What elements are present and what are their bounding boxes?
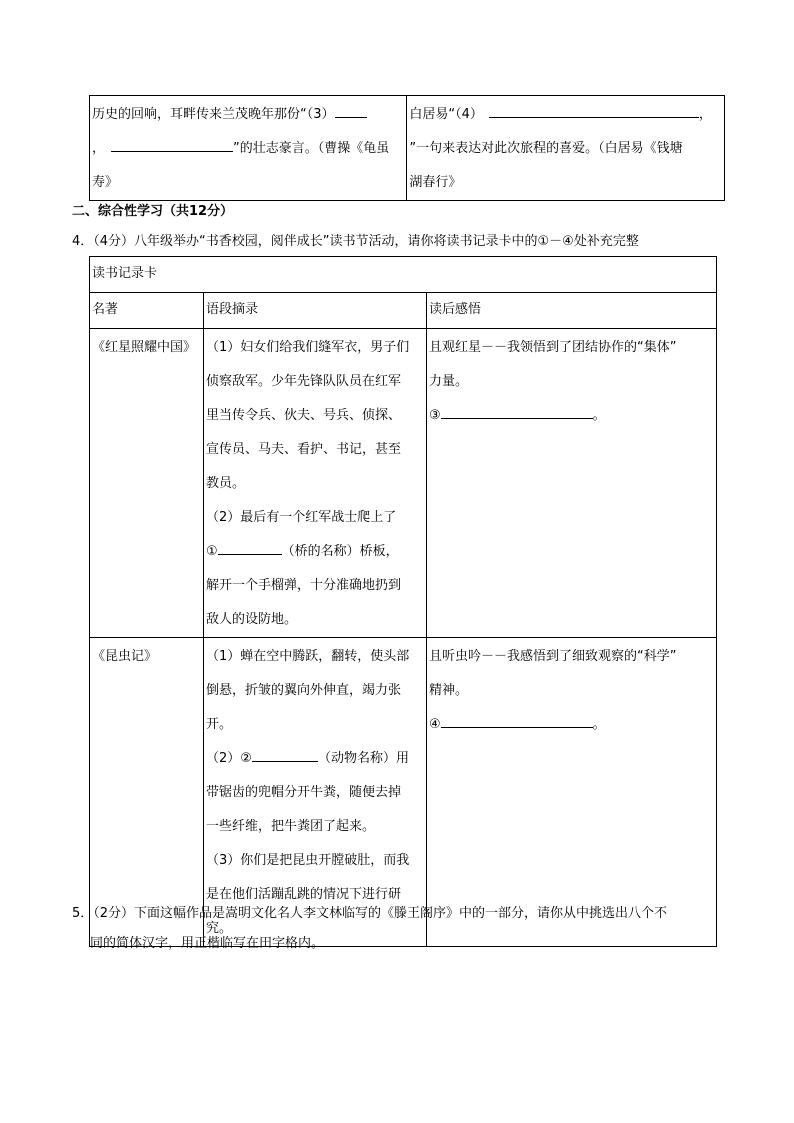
book-cell [90, 329, 204, 638]
caocao-text-b: ， [92, 141, 106, 156]
q5-line2: 同的简体汉字，用正楷临写在田字格内。 [90, 936, 325, 951]
baijuyi-text-b: ， [698, 107, 712, 122]
section-heading: 二、综合性学习（共12分） [72, 204, 234, 219]
header-reflection-label: 读后感悟 [429, 302, 482, 317]
book-title: 《红星照耀中国》 [92, 340, 197, 355]
blank-3a[interactable] [335, 103, 367, 118]
card-title-cell [90, 257, 717, 293]
q5-line1: 5．（2分）下面这幅作品是嵩明文化名人李文林临写的《滕王阁序》中的一部分，请你从中挑选出八个不 [72, 906, 668, 921]
blank-3[interactable] [441, 404, 593, 419]
caocao-text-c: ”的壮志豪言。（曹操《龟虽 [233, 141, 390, 156]
reflection-end: 。 [592, 717, 606, 732]
baijuyi-text-c: ”一句来表达对此次旅程的喜爱。（白居易《钱塘 [409, 141, 683, 156]
poetry-cell-caocao [90, 96, 407, 201]
blank-2[interactable] [252, 747, 318, 762]
header-book [90, 293, 204, 329]
excerpt-line: 带锯齿的兜帽分开牛粪，随便去掉 [206, 785, 402, 800]
blank-1-marker: ① [206, 544, 218, 559]
table-row [90, 329, 717, 638]
reflection-line: 力量。 [429, 374, 469, 389]
blank-3-marker: ③ [429, 408, 441, 423]
reflection-cell [427, 329, 717, 638]
excerpt-line: 里当传令兵、伙夫、号兵、侦探、 [206, 408, 402, 423]
excerpt-cell [204, 329, 427, 638]
excerpt-line: （1）蝉在空中腾跃，翻转，使头部 [206, 649, 410, 664]
header-reflection [427, 293, 717, 329]
excerpt-line: （1）妇女们给我们缝军衣，男子们 [206, 340, 410, 355]
header-book-label: 名著 [92, 302, 119, 317]
header-excerpt [204, 293, 427, 329]
blank-4[interactable] [441, 713, 593, 728]
excerpt-line: 敌人的设防地。 [206, 612, 298, 627]
blank-4-marker: ④ [429, 717, 441, 732]
excerpt-line: 宣传员、马夫、看护、书记，甚至 [206, 442, 402, 457]
reflection-end: 。 [592, 408, 606, 423]
caocao-text-d: 寿》 [92, 175, 119, 190]
excerpt-line: （3）你们是把昆虫开膛破肚，而我 [206, 853, 410, 868]
excerpt-line: 一些纤维，把牛粪团了起来。 [206, 819, 376, 834]
excerpt-line: 倒悬，折皱的翼向外伸直，竭力张 [206, 683, 402, 698]
excerpt-line: 教员。 [206, 476, 246, 491]
excerpt-line: 侦察敌军。少年先锋队队员在红军 [206, 374, 402, 389]
header-excerpt-label: 语段摘录 [206, 302, 259, 317]
excerpt-line: （2）最后有一个红军战士爬上了 [206, 510, 397, 525]
excerpt-line: 开。 [206, 717, 233, 732]
poetry-cell-baijuyi [407, 96, 725, 201]
excerpt-line: （动物名称）用 [317, 751, 409, 766]
blank-2-marker: （2）② [206, 751, 252, 766]
card-title: 读书记录卡 [92, 266, 158, 281]
excerpt-line: 是在他们活蹦乱跳的情况下进行研 [206, 887, 402, 902]
reading-card-table [89, 256, 717, 947]
blank-3b[interactable] [111, 137, 233, 152]
reflection-line: 精神。 [429, 683, 469, 698]
caocao-text-a: 历史的回响，耳畔传来兰茂晚年那份“（3） [92, 107, 335, 122]
q4-prompt: 4．（4分）八年级举办“书香校园，阅伴成长”读书节活动，请你将读书记录卡中的①－④处补充完整 [72, 234, 639, 249]
blank-1[interactable] [218, 540, 282, 555]
baijuyi-text-d: 湖春行》 [409, 175, 462, 190]
reflection-line: 且观红星－－我领悟到了团结协作的“集体” [429, 340, 677, 355]
book-title: 《昆虫记》 [92, 649, 158, 664]
excerpt-line: 究。 [206, 921, 233, 936]
excerpt-line: 解开一个手榴弹，十分准确地扔到 [206, 578, 402, 593]
baijuyi-text-a: 白居易“（4） [409, 107, 483, 122]
excerpt-line: （桥的名称）桥板， [281, 544, 399, 559]
reflection-line: 且听虫吟－－我感悟到了细致观察的“科学” [429, 649, 677, 664]
blank-4a[interactable] [489, 103, 699, 118]
poetry-fill-table [89, 95, 725, 201]
